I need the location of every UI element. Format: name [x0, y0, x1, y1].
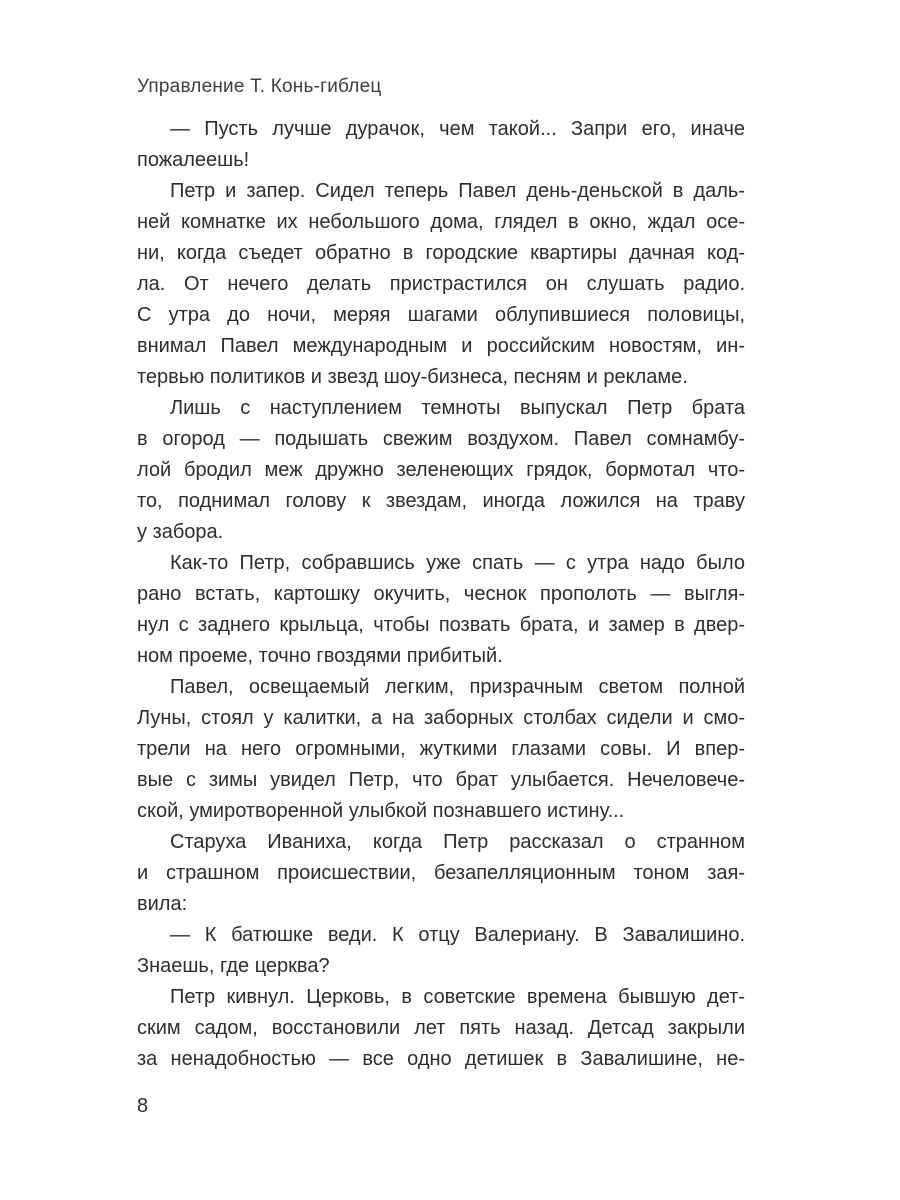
- text-line: Луны, стоял у калитки, а на заборных столбах сидели и смо-: [137, 707, 745, 729]
- text-line: то, поднимал голову к звездам, иногда ложился на траву: [137, 490, 745, 512]
- text-line: Павел, освещаемый легким, призрачным светом полной: [170, 676, 745, 698]
- paragraph: [137, 114, 745, 176]
- paragraph: [137, 982, 745, 1075]
- text-line: вила:: [137, 893, 188, 915]
- paragraph: [137, 920, 745, 982]
- text-line: Как-то Петр, собравшись уже спать — с утра надо было: [170, 552, 745, 574]
- text-line: лой бродил меж дружно зеленеющих грядок, бормотал что-: [137, 459, 745, 481]
- page-number: 8: [137, 1095, 149, 1117]
- text-line: у забора.: [137, 521, 224, 543]
- text-line: и страшном происшествии, безапелляционным тоном зая-: [137, 862, 745, 884]
- text-line: Петр кивнул. Церковь, в советские времена бывшую дет-: [170, 986, 745, 1008]
- text-line: трели на него огромными, жуткими глазами совы. И впер-: [137, 738, 745, 760]
- text-line: за ненадобностью — все одно детишек в Завалишине, не-: [137, 1048, 745, 1070]
- text-line: ни, когда съедет обратно в городские квартиры дачная код-: [137, 242, 745, 264]
- text-line: Петр и запер. Сидел теперь Павел день-деньской в даль-: [170, 180, 745, 202]
- text-line: Старуха Иваниха, когда Петр рассказал о странном: [170, 831, 745, 853]
- text-line: ла. От нечего делать пристрастился он слушать радио.: [137, 273, 745, 295]
- text-line: тервью политиков и звезд шоу-бизнеса, песням и рекламе.: [137, 366, 688, 388]
- text-line: Лишь с наступлением темноты выпускал Петр брата: [170, 397, 745, 419]
- text-line: ном проеме, точно гвоздями прибитый.: [137, 645, 503, 667]
- text-line: ней комнатке их небольшого дома, глядел в окно, ждал осе-: [137, 211, 745, 233]
- text-line: рано встать, картошку окучить, чеснок прополоть — выгля-: [137, 583, 745, 605]
- text-line: — К батюшке веди. К отцу Валериану. В Завалишино.: [170, 924, 745, 946]
- text-line: ской, умиротворенной улыбкой познавшего истину...: [137, 800, 625, 822]
- text-line: вые с зимы увидел Петр, что брат улыбается. Нечеловече-: [137, 769, 745, 791]
- text-line: С утра до ночи, меряя шагами облупившиеся половицы,: [137, 304, 745, 326]
- text-line: нул с заднего крыльца, чтобы позвать брата, и замер в двер-: [137, 614, 745, 636]
- paragraph: [137, 672, 745, 827]
- paragraph: [137, 548, 745, 672]
- text-line: в огород — подышать свежим воздухом. Павел сомнамбу-: [137, 428, 745, 450]
- paragraph: [137, 827, 745, 920]
- text-line: Знаешь, где церква?: [137, 955, 330, 977]
- text-line: пожалеешь!: [137, 149, 250, 171]
- text-body: [137, 114, 745, 1075]
- running-header: Управление Т. Конь-гиблец: [137, 76, 382, 97]
- text-line: ским садом, восстановили лет пять назад. Детсад закрыли: [137, 1017, 745, 1039]
- text-line: внимал Павел международным и российским новостям, ин-: [137, 335, 745, 357]
- paragraph: [137, 176, 745, 393]
- text-line: — Пусть лучше дурачок, чем такой... Запри его, иначе: [170, 118, 745, 140]
- paragraph: [137, 393, 745, 548]
